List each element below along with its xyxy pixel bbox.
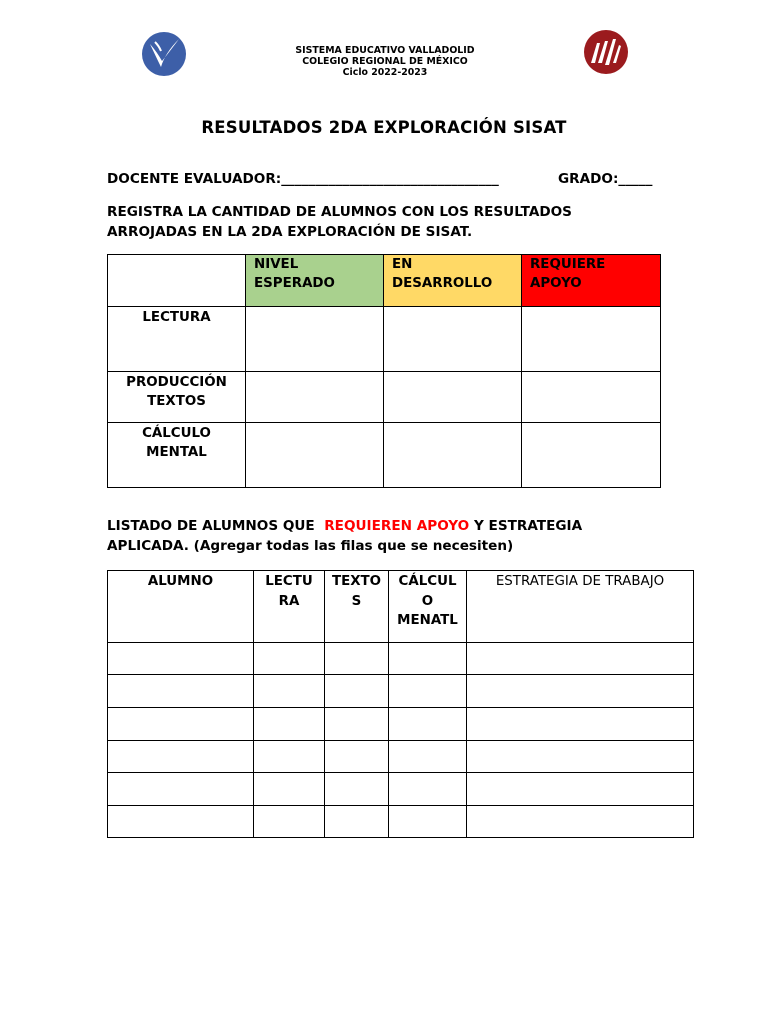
table-row [108,675,694,708]
docente-evaluador-field[interactable]: DOCENTE EVALUADOR:________________________________ [107,171,499,187]
table-row [108,741,694,773]
row-label-calculo [108,423,246,488]
input-cell[interactable] [522,423,661,488]
input-cell[interactable] [384,307,522,372]
grado-field[interactable]: GRADO:_____ [558,171,653,187]
input-cell[interactable] [467,675,694,708]
input-cell[interactable] [389,806,467,838]
input-cell[interactable] [254,741,325,773]
header-text: O [421,593,434,609]
instruction-registra [107,202,667,242]
students-header-row [108,571,694,643]
results-corner-cell [108,255,246,307]
input-cell[interactable] [389,773,467,806]
results-row-calculo [108,423,661,488]
input-cell[interactable] [389,643,467,675]
instruction-line-1: REGISTRA LA CANTIDAD DE ALUMNOS CON LOS RESULTADOS [107,204,572,220]
instruction2-line-2: APLICADA. (Agregar todas las filas que se necesiten) [107,538,514,554]
table-row [108,708,694,741]
students-support-table [107,570,694,838]
row-label-lectura [108,307,246,372]
results-row-lectura [108,307,661,372]
table-row [108,773,694,806]
row-label-text: LECTURA [142,310,211,325]
header-text: DESARROLLO [392,276,493,291]
instruction2-prefix: LISTADO DE ALUMNOS QUE [107,518,325,534]
input-cell[interactable] [254,773,325,806]
header-calculo [389,571,467,643]
results-table [107,254,661,488]
input-cell[interactable] [246,423,384,488]
row-label-produccion [108,372,246,423]
institution-header [250,45,520,78]
table-row [108,643,694,675]
table-row [108,806,694,838]
input-cell[interactable] [522,372,661,423]
header-lectura [254,571,325,643]
input-cell[interactable] [108,675,254,708]
header-line-1: SISTEMA EDUCATIVO VALLADOLID [295,45,475,56]
input-cell[interactable] [108,708,254,741]
row-label-text: MENTAL [146,445,207,460]
header-text: S [351,593,362,609]
row-label-text: CÁLCULO [142,426,211,441]
input-cell[interactable] [389,708,467,741]
header-text: ESPERADO [254,276,335,291]
instruction2-suffix: Y ESTRATEGIA [469,518,583,534]
header-text: LECTU [265,574,313,589]
header-text: RA [278,593,300,609]
input-cell[interactable] [467,773,694,806]
results-row-produccion [108,372,661,423]
input-cell[interactable] [384,423,522,488]
row-label-text: TEXTOS [147,394,206,409]
header-text: TEXTO [331,574,382,589]
header-text: REQUIERE [530,257,606,272]
header-nivel-esperado [246,255,384,307]
input-cell[interactable] [389,741,467,773]
input-cell[interactable] [246,307,384,372]
input-cell[interactable] [325,741,389,773]
input-cell[interactable] [467,643,694,675]
input-cell[interactable] [325,773,389,806]
input-cell[interactable] [254,708,325,741]
header-text: EN [392,257,413,272]
instruction2-line-1 [107,516,667,536]
header-text: MENATL [397,613,458,628]
results-header-row [108,255,661,307]
input-cell[interactable] [325,675,389,708]
row-label-text: PRODUCCIÓN [126,375,227,390]
header-text: ALUMNO [147,574,214,589]
header-text: ESTRATEGIA DE TRABAJO [495,574,665,589]
input-cell[interactable] [108,806,254,838]
header-estrategia [467,571,694,643]
input-cell[interactable] [108,773,254,806]
instruction-listado [107,516,667,556]
header-line-2: COLEGIO REGIONAL DE MÉXICO [302,56,468,67]
header-text: CÁLCUL [398,574,457,589]
header-text: NIVEL [254,257,299,272]
header-alumno [108,571,254,643]
requieren-apoyo-highlight: REQUIEREN APOYO [324,518,470,534]
instruction-line-2: ARROJADAS EN LA 2DA EXPLORACIÓN DE SISAT. [107,224,473,240]
colegio-regional-logo [583,29,629,75]
input-cell[interactable] [467,806,694,838]
header-en-desarrollo [384,255,522,307]
input-cell[interactable] [325,643,389,675]
header-text: APOYO [530,276,582,291]
input-cell[interactable] [467,708,694,741]
input-cell[interactable] [522,307,661,372]
input-cell[interactable] [108,741,254,773]
header-line-3: Ciclo 2022-2023 [342,67,428,78]
input-cell[interactable] [325,806,389,838]
input-cell[interactable] [254,806,325,838]
input-cell[interactable] [389,675,467,708]
input-cell[interactable] [108,643,254,675]
input-cell[interactable] [254,643,325,675]
input-cell[interactable] [325,708,389,741]
document-title: RESULTADOS 2DA EXPLORACIÓN SISAT [201,118,567,137]
input-cell[interactable] [384,372,522,423]
valladolid-logo [141,31,187,77]
input-cell[interactable] [254,675,325,708]
header-requiere-apoyo [522,255,661,307]
header-textos [325,571,389,643]
input-cell[interactable] [246,372,384,423]
input-cell[interactable] [467,741,694,773]
